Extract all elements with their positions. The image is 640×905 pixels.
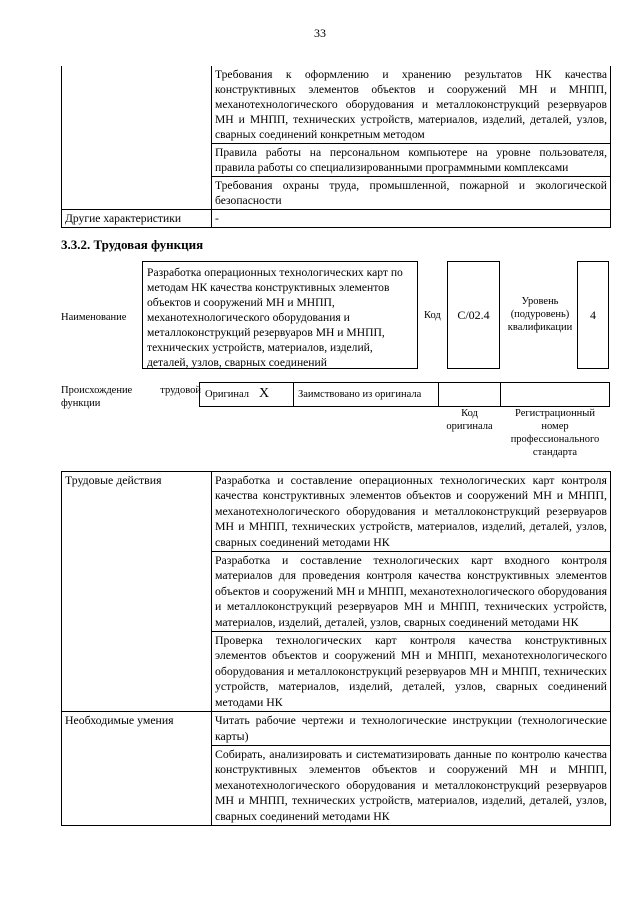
origin-original-cell [199,382,294,407]
original-label: Оригинал [205,389,249,400]
qualification-level: 4 [577,261,609,369]
table-row [62,472,611,552]
section-title: 3.3.2. Трудовая функция [61,237,204,252]
table-row [62,712,611,746]
table-cell: Правила работы на персональном компьютере на уровне пользователя, правила работы со специализированными программными комплексами [212,144,611,177]
origin-label [61,384,201,410]
function-name: Разработка операционных технологических карт по методам НК качества конструктивных элементов объектов и сооружений МН и МНПП, механотехнологического оборудования и металлоконструкций резервуаров МН и МНПП, технических устройств, материалов, изделий, деталей, узлов, сварных соединений [142,261,418,369]
row-label-empty [62,66,212,210]
row-label-other-characteristics: Другие характеристики [62,210,212,228]
origin-code-cell [438,382,501,407]
row-label-required-skills: Необходимые умения [62,712,212,826]
origin-label-word: функции [61,398,101,409]
row-label-labor-actions: Трудовые действия [62,472,212,712]
origin-label-word: Происхождение [61,385,133,396]
table-cell: Читать рабочие чертежи и технологические инструкции (технологические карты) [212,712,611,746]
page-number: 33 [314,26,326,40]
origin-borrowed-cell [293,382,439,407]
code-label: Код [424,310,441,321]
table-row [62,66,611,144]
knowledge-table-continuation [61,66,611,228]
table-cell: Разработка и составление операционных технологических карт контроля качества конструктивных элементов объектов и сооружений МН и МНПП, механотехнологического оборудования и металлоконструкций резервуаров МН и МНПП, технических устройств, материалов, изделий, деталей, узлов, сварных соединений методами НК [212,472,611,552]
original-mark: X [259,386,270,401]
qualification-level-label: Уровень (подуровень) квалификации [507,296,573,333]
table-cell: Разработка и составление технологических карт входного контроля материалов для проведения контроля качества конструктивных элементов объектов и сооружений МН и МНПП, механотехнологического оборудования и металлоконструкций резервуаров МН и МНПП, технических устройств, материалов, изделий, деталей, узлов, сварных соединений методами НК [212,552,611,632]
table-cell: Требования к оформлению и хранению результатов НК качества конструктивных элементов объектов и сооружений МН и МНПП, механотехнологического оборудования и металлоконструкций резервуаров МН и МНПП, технических устройств, материалов, изделий, деталей, узлов, сварных соединений конкретным методом [212,66,611,144]
borrowed-label: Заимствовано из оригинала [298,389,422,400]
table-row [62,210,611,228]
registration-number-caption: Регистрационный номер профессионального стандарта [510,408,600,458]
table-cell: Требования охраны труда, промышленной, пожарной и экологической безопасности [212,177,611,210]
table-cell: - [212,210,611,228]
code-original-caption: Код оригинала [446,408,493,432]
function-code: С/02.4 [447,261,500,369]
origin-reg-number-cell [500,382,610,407]
origin-label-word: трудовой [160,385,201,396]
labor-function-table [61,471,611,826]
name-label: Наименование [61,312,127,323]
table-cell: Собирать, анализировать и систематизировать данные по контролю качества конструктивных элементов объектов и сооружений МН и МНПП, механотехнологического оборудования и металлоконструкций резервуаров МН и МНПП, технических устройств, материалов, изделий, деталей, узлов, сварных соединений методами НК [212,745,611,825]
table-cell: Проверка технологических карт контроля качества конструктивных элементов объектов и сооружений МН и МНПП, механотехнологического оборудования и металлоконструкций резервуаров МН и МНПП, технических устройств, материалов, изделий, деталей, узлов, сварных соединений методами НК [212,632,611,712]
